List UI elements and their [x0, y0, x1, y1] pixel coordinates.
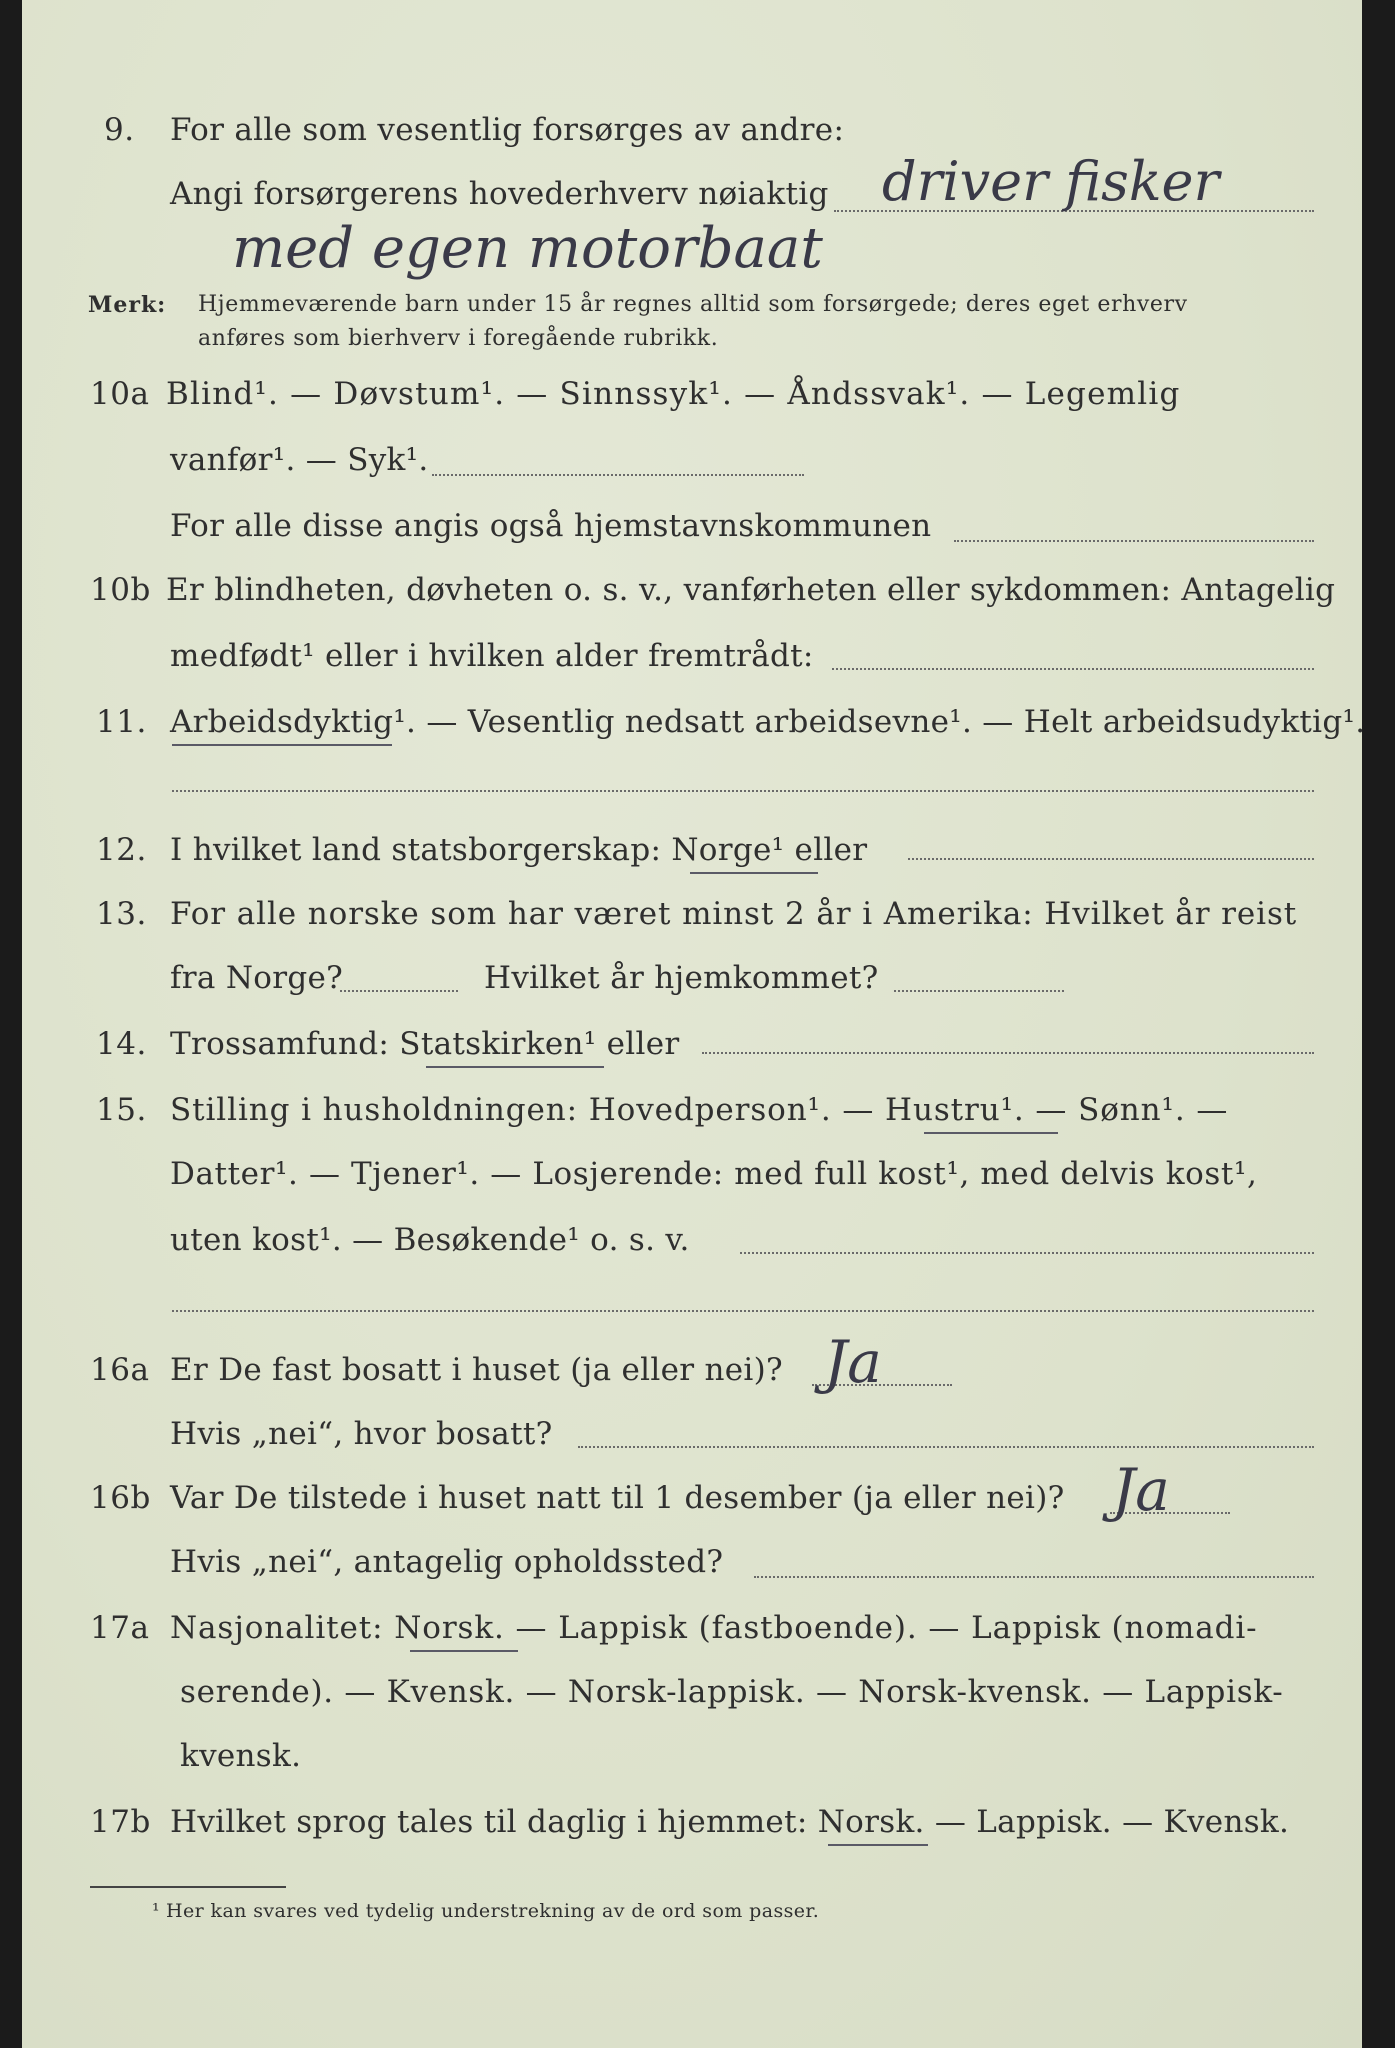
q10a-line1: Blind¹. — Døvstum¹. — Sinnssyk¹. — Åndssvak¹. — Legemlig [166, 376, 1181, 412]
merk-label: Merk: [88, 292, 167, 318]
q10b-number: 10b [90, 572, 151, 608]
q11-dotted-line [172, 790, 1314, 792]
q14-number: 14. [96, 1026, 147, 1062]
q15-line3: uten kost¹. — Besøkende¹ o. s. v. [170, 1222, 690, 1258]
q13-line1: For alle norske som har været minst 2 år i Amerika: Hvilket år reist [170, 896, 1298, 932]
q16b-number: 16b [90, 1480, 151, 1516]
q15-line2: Datter¹. — Tjener¹. — Losjerende: med full kost¹, med delvis kost¹, [170, 1156, 1258, 1192]
q10b-line1: Er blindheten, døvheten o. s. v., vanførheten eller sykdommen: Antagelig [166, 572, 1336, 608]
q13-number: 13. [96, 896, 147, 932]
q16a-handwritten-answer: Ja [824, 1328, 882, 1396]
census-form-page [22, 0, 1366, 2048]
q10a-number: 10a [90, 376, 150, 412]
q9-line1: For alle som vesentlig forsørges av andre: [170, 112, 845, 148]
q10a-dotted-line2 [954, 540, 1314, 542]
q13-line2b: Hvilket år hjemkommet? [484, 960, 879, 996]
q11-number: 11. [96, 704, 147, 740]
q9-handwritten-answer2: med egen motorbaat [232, 216, 823, 281]
footnote-mark: ¹ [152, 1900, 161, 1922]
q17a-underline-norsk [410, 1650, 518, 1652]
q9-handwritten-answer1: driver fisker [882, 150, 1220, 213]
q15-underline-hustru [924, 1132, 1058, 1134]
q12-number: 12. [96, 832, 147, 868]
q16a-number: 16a [90, 1352, 150, 1388]
q17b-number: 17b [90, 1804, 151, 1840]
q16b-handwritten-answer: Ja [1112, 1456, 1170, 1524]
q14-dotted-line [702, 1052, 1314, 1054]
q10a-dotted-line1 [432, 474, 804, 476]
q16a-dotted-line2 [578, 1446, 1314, 1448]
q10a-line3: For alle disse angis også hjemstavnskommunen [170, 508, 932, 544]
q17a-line2: serende). — Kvensk. — Norsk-lappisk. — Norsk-kvensk. — Lappisk- [180, 1674, 1284, 1710]
q14-line1: Trossamfund: Statskirken¹ eller [170, 1026, 680, 1062]
q17b-underline-norsk [828, 1844, 928, 1846]
q11-underline-arbeidsdyktig [172, 744, 392, 746]
q13-line2a: fra Norge? [170, 960, 344, 996]
q10b-line2: medfødt¹ eller i hvilken alder fremtrådt: [170, 638, 814, 674]
merk-line1: Hjemmeværende barn under 15 år regnes alltid som forsørgede; deres eget erhverv [198, 292, 1188, 317]
q11-line1: Arbeidsdyktig¹. — Vesentlig nedsatt arbeidsevne¹. — Helt arbeidsudyktig¹. [170, 704, 1366, 740]
q16b-dotted-line2 [754, 1576, 1314, 1578]
q10a-line2: vanfør¹. — Syk¹. [170, 442, 429, 478]
q13-dotted-line2 [894, 990, 1064, 992]
q15-line1: Stilling i husholdningen: Hovedperson¹. — Hustru¹. — Sønn¹. — [170, 1092, 1229, 1128]
q14-underline-statskirken [426, 1066, 604, 1068]
q17b-line1: Hvilket sprog tales til daglig i hjemmet: Norsk. — Lappisk. — Kvensk. [170, 1804, 1290, 1840]
q16a-line1: Er De fast bosatt i huset (ja eller nei)? [170, 1352, 783, 1388]
q10b-dotted-line [832, 668, 1314, 670]
q17a-line3: kvensk. [180, 1738, 302, 1774]
q12-dotted-line [908, 858, 1314, 860]
q9-number: 9. [104, 112, 135, 148]
q15-dotted-line1 [740, 1252, 1314, 1254]
footnote-rule [90, 1886, 286, 1888]
q17a-number: 17a [90, 1610, 150, 1646]
merk-line2: anføres som bierhverv i foregående rubrikk. [198, 326, 719, 351]
q15-number: 15. [96, 1092, 147, 1128]
q16b-line2: Hvis „nei“, antagelig opholdssted? [170, 1544, 724, 1580]
q16a-line2: Hvis „nei“, hvor bosatt? [170, 1416, 553, 1452]
q16b-line1: Var De tilstede i huset natt til 1 desember (ja eller nei)? [170, 1480, 1065, 1516]
q12-underline-norge [690, 872, 818, 874]
q9-line2: Angi forsørgerens hovederhverv nøiaktig [170, 176, 829, 212]
q13-dotted-line1 [340, 990, 458, 992]
q12-line1: I hvilket land statsborgerskap: Norge¹ eller [170, 832, 868, 868]
q17a-line1: Nasjonalitet: Norsk. — Lappisk (fastboende). — Lappisk (nomadi- [170, 1610, 1258, 1646]
q15-dotted-line2 [172, 1310, 1314, 1312]
footnote-text: Her kan svares ved tydelig understrekning av de ord som passer. [166, 1900, 820, 1922]
